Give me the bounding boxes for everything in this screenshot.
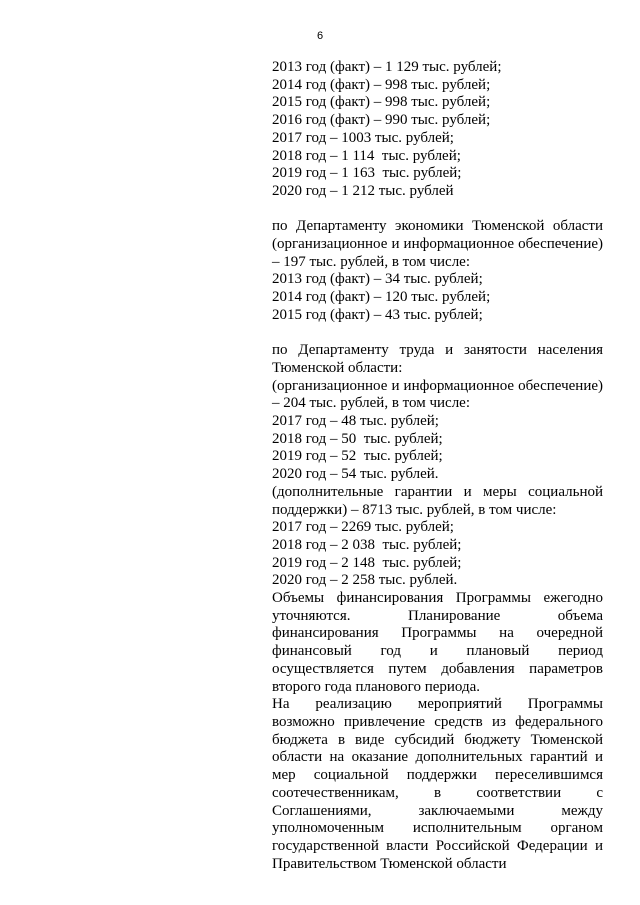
funding-line-2015: 2015 год (факт) – 998 тыс. рублей; [272, 94, 491, 111]
funding-line-2018: 2018 год – 1 114 тыс. рублей; [272, 147, 461, 164]
funding-line-2014: 2014 год (факт) – 998 тыс. рублей; [272, 76, 491, 93]
federal-funding-paragraph: На реализацию мероприятий Программы возможно привлечение средств из федерального бюджета в виде субсидий бюджету Тюменской области на оказание дополнительных гарантий и мер социальной поддержки переселившимся соотечественникам, в соответствии с Соглашениями, заключаемыми между уполномоченным исполнительным органом государственной власти Российской Федерации и Правительством Тюменской области [272, 696, 603, 872]
spacer [272, 201, 603, 219]
funding-by-year-list [272, 59, 603, 201]
funding-line-2017: 2017 год – 1003 тыс. рублей; [272, 129, 454, 146]
labor-intro: по Департаменту труда и занятости населения Тюменской области: [272, 342, 603, 376]
funding-line-2020: 2020 год – 1 212 тыс. рублей [272, 182, 454, 199]
economy-line-2015: 2015 год (факт) – 43 тыс. рублей; [272, 306, 483, 323]
labor-org-line-2019: 2019 год – 52 тыс. рублей; [272, 448, 443, 465]
funding-line-2016: 2016 год (факт) – 990 тыс. рублей; [272, 112, 491, 129]
document-body [272, 59, 603, 873]
labor-guarantees-intro: (дополнительные гарантии и меры социальной поддержки) – 8713 тыс. рублей, в том числе: [272, 483, 603, 518]
labor-guarantees-line-2019: 2019 год – 2 148 тыс. рублей; [272, 554, 462, 571]
labor-org-line-2020: 2020 год – 54 тыс. рублей. [272, 466, 439, 483]
economy-intro: по Департаменту экономики Тюменской области (организационное и информационное обеспечение) – 197 тыс. рублей, в том числе: [272, 218, 603, 270]
spacer [272, 325, 603, 343]
page-number: 6 [316, 30, 324, 42]
labor-guarantees-line-2017: 2017 год – 2269 тыс. рублей; [272, 519, 454, 536]
labor-department-section [272, 342, 603, 590]
economy-department-section [272, 218, 603, 324]
labor-org-intro: (организационное и информационное обеспечение) – 204 тыс. рублей, в том числе: [272, 377, 603, 412]
economy-line-2014: 2014 год (факт) – 120 тыс. рублей; [272, 289, 491, 306]
labor-org-line-2018: 2018 год – 50 тыс. рублей; [272, 430, 443, 447]
funding-line-2013: 2013 год (факт) – 1 129 тыс. рублей; [272, 59, 502, 75]
labor-guarantees-line-2018: 2018 год – 2 038 тыс. рублей; [272, 536, 462, 553]
economy-line-2013: 2013 год (факт) – 34 тыс. рублей; [272, 271, 483, 288]
labor-guarantees-line-2020: 2020 год – 2 258 тыс. рублей. [272, 572, 458, 589]
planning-paragraph: Объемы финансирования Программы ежегодно уточняются. Планирование объема финансирования Программы на очередной финансовый год и плановый период осуществляется путем добавления параметров второго года планового периода. [272, 590, 603, 695]
funding-line-2019: 2019 год – 1 163 тыс. рублей; [272, 165, 462, 182]
labor-org-line-2017: 2017 год – 48 тыс. рублей; [272, 413, 439, 430]
